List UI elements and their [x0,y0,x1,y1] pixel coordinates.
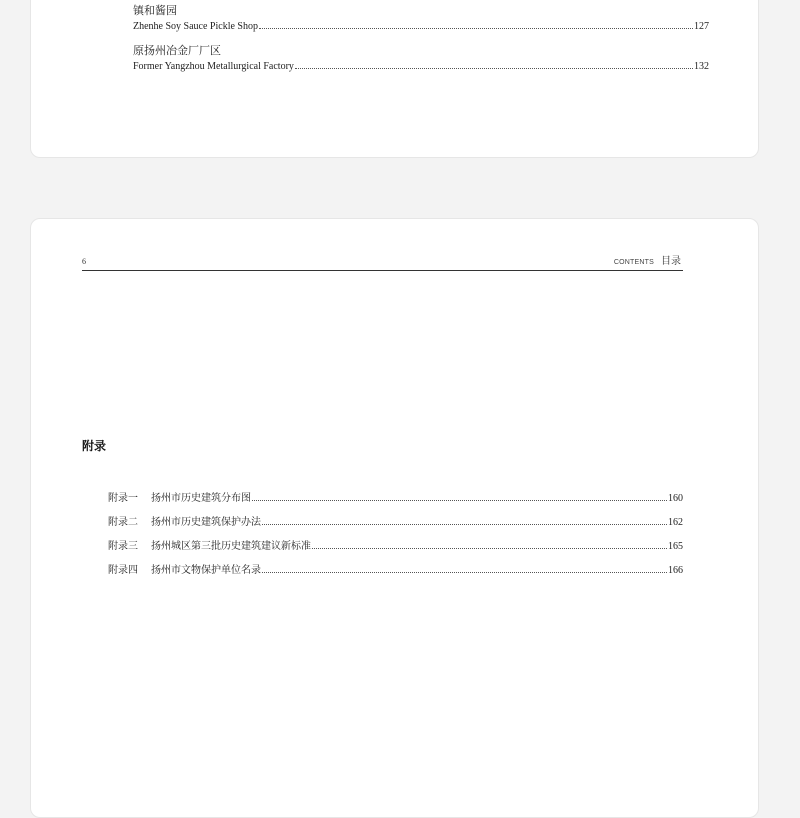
toc-entry-page: 127 [694,21,709,32]
toc-entry-title-en: Former Yangzhou Metallurgical Factory [133,61,294,72]
appendix-title: 扬州市历史建筑分布图 [151,493,251,504]
appendix-title: 扬州市文物保护单位名录 [151,565,261,576]
dot-leader [259,27,693,29]
appendix-page: 166 [668,565,683,576]
toc-entry [133,44,709,73]
toc-entry-title-zh: 原扬州冶金厂厂区 [133,44,221,57]
toc-entry-title-en: Zhenhe Soy Sauce Pickle Shop [133,21,258,32]
page-number: 6 [82,257,86,266]
appendix-title: 扬州市历史建筑保护办法 [151,517,261,528]
appendix-item [108,537,683,561]
book-page-top [30,0,759,158]
section-title: 附录 [82,439,107,453]
header-rule [82,270,683,271]
appendix-label: 附录一 [108,493,138,504]
book-page-bottom [30,218,759,818]
dot-leader [295,67,693,69]
appendix-page: 162 [668,517,683,528]
appendix-item [108,489,683,513]
dot-leader [262,523,667,525]
toc-entry-line [133,20,709,33]
toc-entry [133,4,709,33]
appendix-page: 165 [668,541,683,552]
appendix-list [108,489,683,585]
appendix-title: 扬州城区第三批历史建筑建议新标准 [151,541,311,552]
toc-entry-title-zh: 镇和酱园 [133,4,177,17]
appendix-page: 160 [668,493,683,504]
appendix-item [108,513,683,537]
running-head [614,252,681,267]
toc-entry-page: 132 [694,61,709,72]
toc-entry-line [133,60,709,73]
dot-leader [262,571,667,573]
dot-leader [312,547,667,549]
dot-leader [252,499,667,501]
running-head-zh: 目录 [661,256,681,267]
appendix-label: 附录三 [108,541,138,552]
appendix-label: 附录四 [108,565,138,576]
running-head-en: CONTENTS [613,259,654,266]
appendix-label: 附录二 [108,517,138,528]
appendix-item [108,561,683,585]
